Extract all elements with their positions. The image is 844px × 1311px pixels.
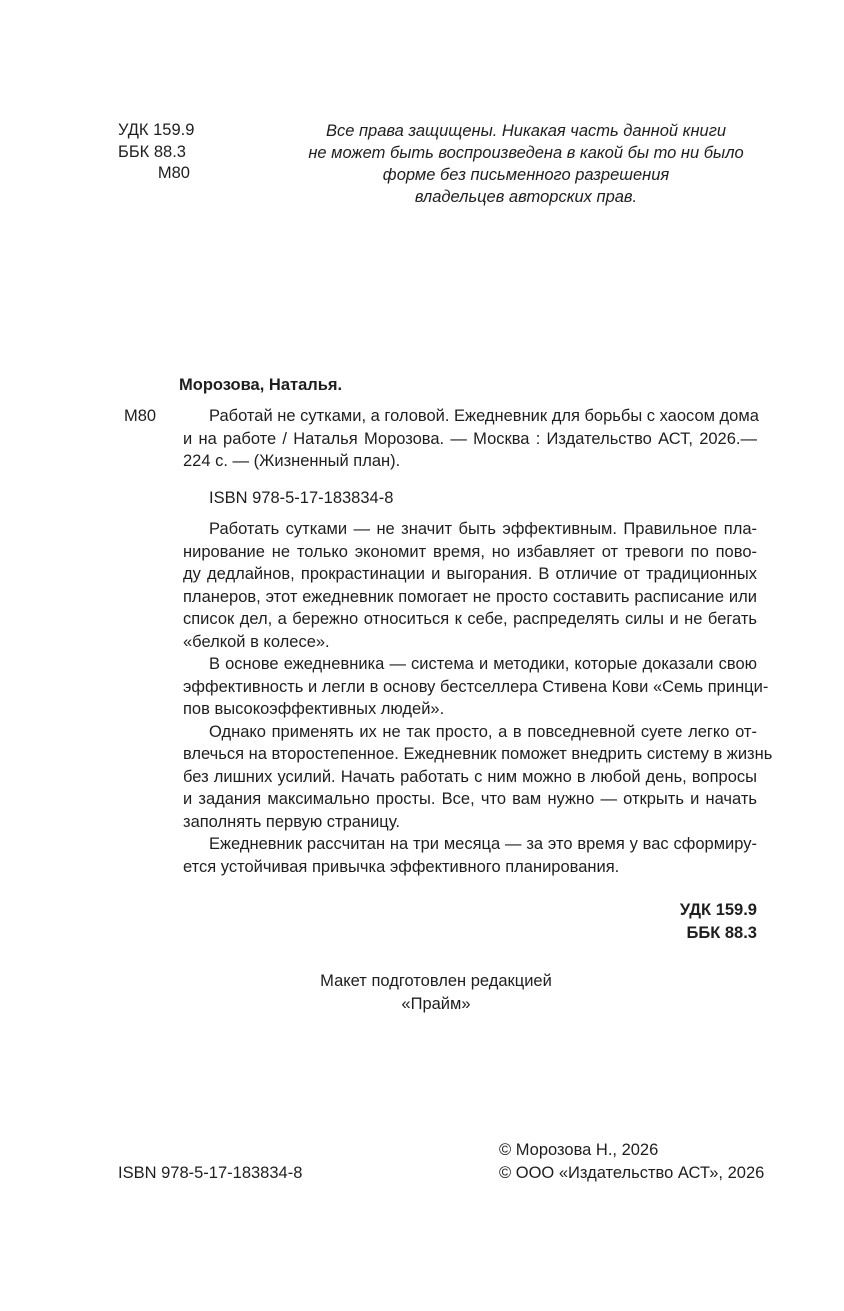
annotation-line: без лишних усилий. Начать работать с ним можно в любой день, вопросы	[183, 767, 757, 786]
makeup-note-line: «Прайм»	[401, 995, 471, 1013]
rights-notice-line: форме без письменного разрешения	[382, 166, 670, 184]
annotation-line: влечься на второстепенное. Ежедневник поможет внедрить систему в жизнь	[183, 745, 773, 763]
author-mark-code: М80	[157, 164, 190, 182]
makeup-note-line: Макет подготовлен редакцией	[320, 972, 552, 990]
classification-codes-top	[118, 120, 195, 185]
annotation-line: и задания максимально просты. Все, что вам нужно — открыть и начать	[183, 790, 757, 808]
udk-code: УДК 159.9	[118, 121, 195, 139]
bibliographic-line: и на работе / Наталья Морозова. — Москва : Издательство АСТ, 2026.—	[183, 429, 757, 448]
annotation-line: эффективность и легли в основу бестселлера Стивена Кови «Семь принци-	[183, 677, 769, 696]
rights-notice-line: не может быть воспроизведена в какой бы то ни было	[308, 144, 744, 162]
isbn-entry: ISBN 978-5-17-183834-8	[209, 489, 394, 507]
annotation-line: «белкой в колесе».	[183, 632, 330, 651]
author-heading: Морозова, Наталья.	[179, 376, 343, 394]
bibliographic-line: 224 с. — (Жизненный план).	[183, 452, 401, 470]
bibliographic-description	[183, 405, 757, 473]
annotation-line: нирование не только экономит время, но избавляет от тревоги по пово-	[183, 542, 757, 561]
rights-notice-line: владельцев авторских прав.	[414, 188, 638, 206]
annotation-line: В основе ежедневника — система и методики, которые доказали свою	[209, 655, 757, 673]
annotation-line: пов высокоэффективных людей».	[183, 700, 445, 718]
annotation	[183, 518, 773, 878]
makeup-note	[286, 970, 586, 1016]
rights-notice	[296, 120, 756, 208]
annotation-line: Ежедневник рассчитан на три месяца — за это время у вас сформиру-	[209, 835, 757, 853]
bibliographic-line: Работай не сутками, а головой. Ежедневник для борьбы с хаосом дома	[209, 407, 759, 425]
catalog-mark: М80	[124, 407, 157, 425]
annotation-line: ется устойчивая привычка эффективного планирования.	[183, 857, 620, 876]
annotation-line: заполнять первую страницу.	[183, 812, 400, 831]
copyright-publisher: © ООО «Издательство АСТ», 2026	[499, 1164, 765, 1182]
annotation-line: Работать сутками — не значит быть эффективным. Правильное пла-	[209, 520, 757, 538]
annotation-line: планеров, этот ежедневник помогает не просто составить расписание или	[183, 587, 757, 606]
copyright-block	[499, 1139, 764, 1185]
annotation-line: Однако применять их не так просто, а в повседневной суете легко от-	[209, 722, 757, 741]
annotation-line: ду дедлайнов, прокрастинации и выгорания. В отличие от традиционных	[183, 565, 757, 583]
isbn-footer: ISBN 978-5-17-183834-8	[118, 1164, 303, 1182]
annotation-line: список дел, а бережно относиться к себе, распределять силы и не бегать	[183, 610, 757, 628]
bbk-code: ББК 88.3	[686, 924, 757, 942]
classification-codes-right	[680, 899, 757, 945]
rights-notice-line: Все права защищены. Никакая часть данной книги	[325, 122, 727, 140]
udk-code: УДК 159.9	[679, 901, 757, 919]
bbk-code: ББК 88.3	[118, 142, 186, 161]
copyright-author: © Морозова Н., 2026	[499, 1141, 659, 1159]
